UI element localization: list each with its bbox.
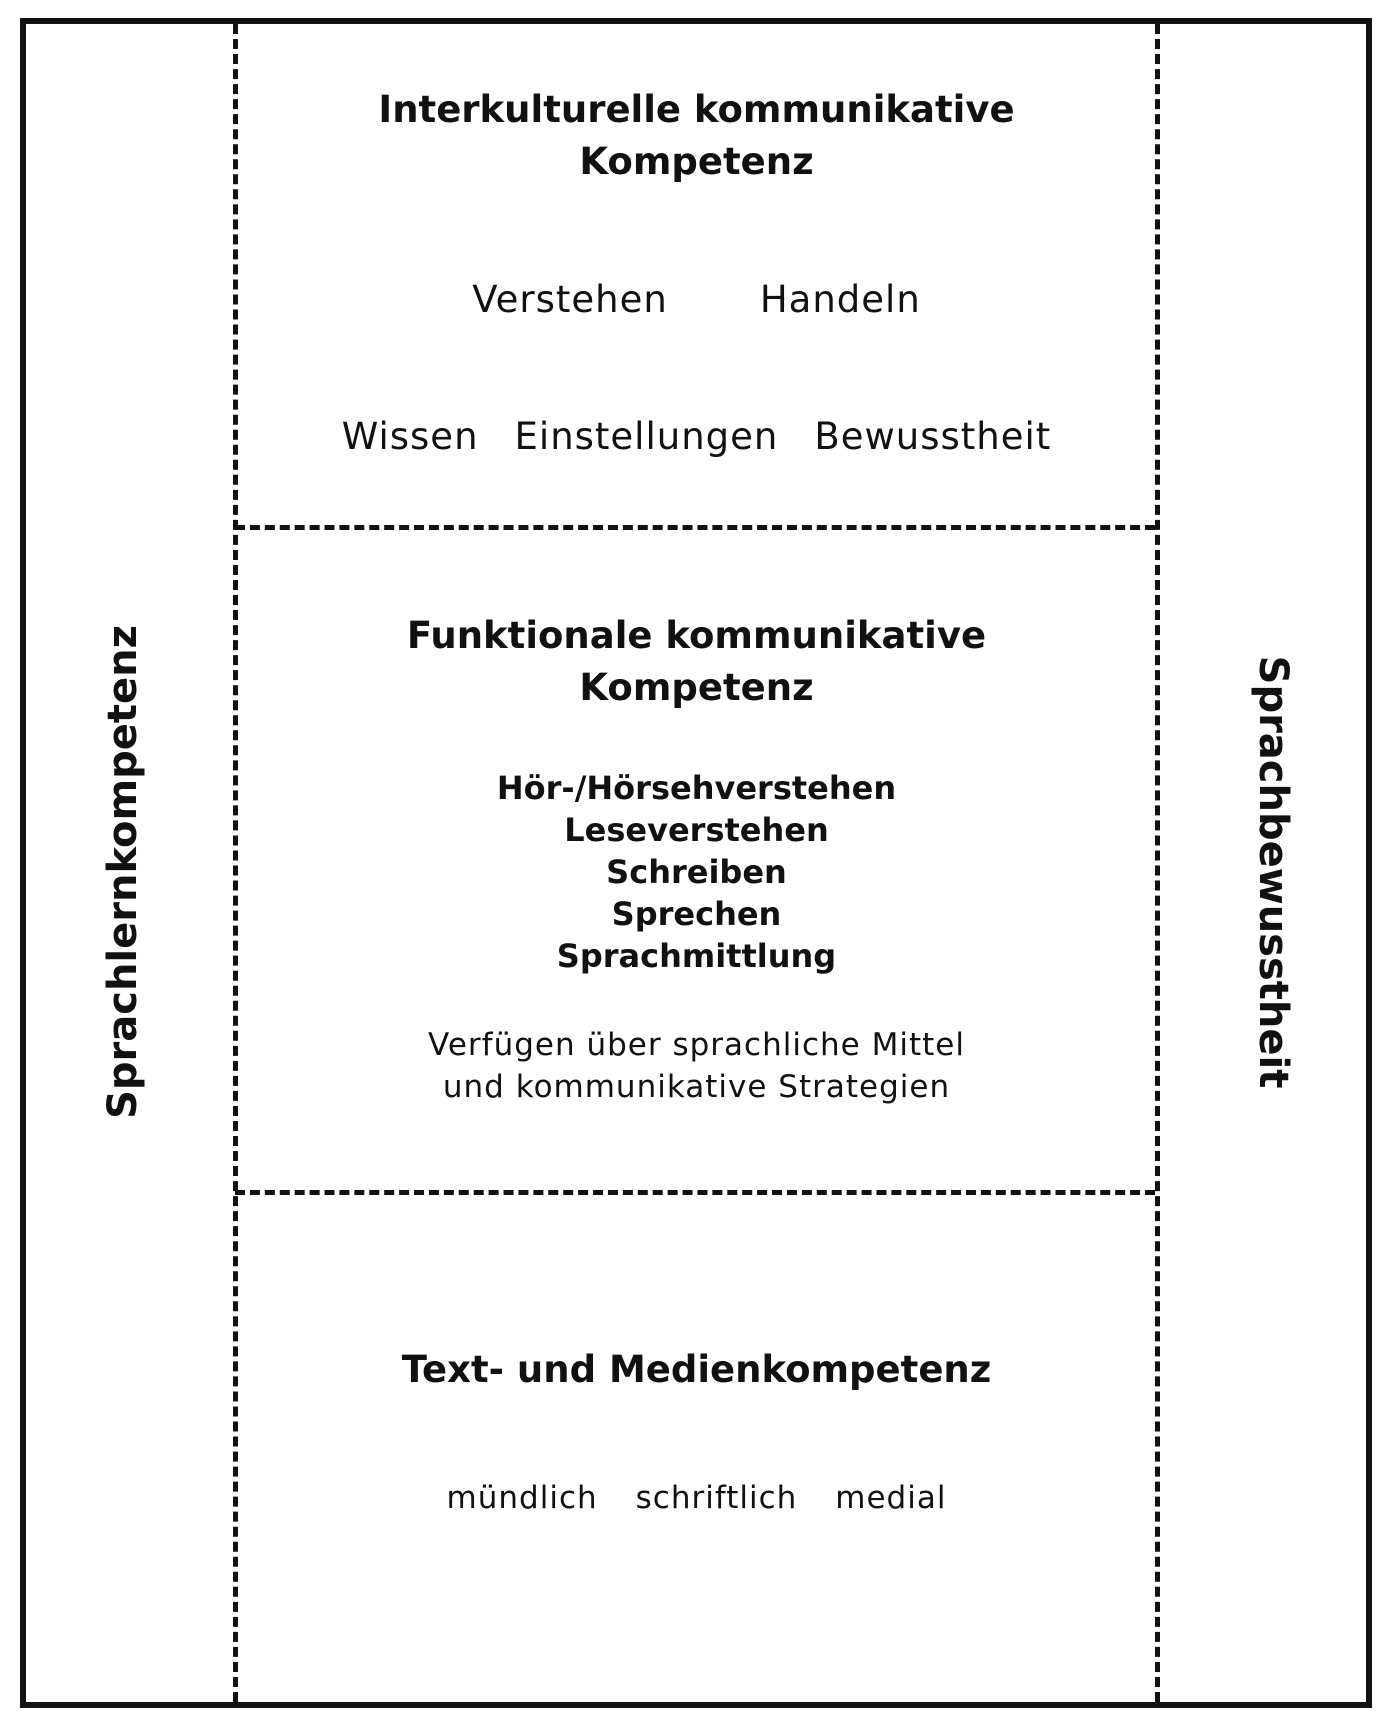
mode-medial: medial xyxy=(835,1480,947,1516)
term-verstehen: Verstehen xyxy=(472,278,668,321)
lower-dashed-divider xyxy=(235,1190,1155,1195)
intercultural-title-line1: Interkulturelle kommunikative xyxy=(378,88,1015,131)
left-dashed-divider xyxy=(233,24,238,1702)
term-einstellungen: Einstellungen xyxy=(514,415,779,458)
functional-section xyxy=(240,610,1153,714)
upper-dashed-divider xyxy=(235,525,1155,530)
skill-item: Leseverstehen xyxy=(564,811,829,849)
term-bewusstheit: Bewusstheit xyxy=(814,415,1052,458)
text-media-section xyxy=(240,1344,1153,1396)
text-media-title: Text- und Medienkompetenz xyxy=(401,1348,992,1391)
means-line1: Verfügen über sprachliche Mittel xyxy=(428,1027,965,1063)
functional-means xyxy=(240,1024,1153,1108)
functional-title-line2: Kompetenz xyxy=(579,666,814,709)
skill-item: Hör-/Hörsehverstehen xyxy=(496,769,897,807)
means-line2: und kommunikative Strategien xyxy=(442,1069,951,1105)
skill-item: Sprechen xyxy=(611,895,782,933)
mode-schriftlich: schriftlich xyxy=(635,1480,798,1516)
term-handeln: Handeln xyxy=(759,278,921,321)
skill-item: Sprachmittlung xyxy=(556,937,837,975)
intercultural-row1 xyxy=(240,278,1153,321)
skill-item: Schreiben xyxy=(606,853,787,891)
left-side-label: Sprachlernkompetenz xyxy=(100,625,146,1119)
intercultural-title-line2: Kompetenz xyxy=(579,140,814,183)
text-media-modes xyxy=(240,1480,1153,1516)
right-dashed-divider xyxy=(1155,24,1160,1702)
term-wissen: Wissen xyxy=(341,415,479,458)
intercultural-row2 xyxy=(240,415,1153,458)
functional-skills-list xyxy=(240,767,1153,977)
right-side-label: Sprachbewusstheit xyxy=(1250,655,1296,1089)
mode-muendlich: mündlich xyxy=(446,1480,598,1516)
functional-title-line1: Funktionale kommunikative xyxy=(406,614,987,657)
intercultural-section xyxy=(240,84,1153,188)
